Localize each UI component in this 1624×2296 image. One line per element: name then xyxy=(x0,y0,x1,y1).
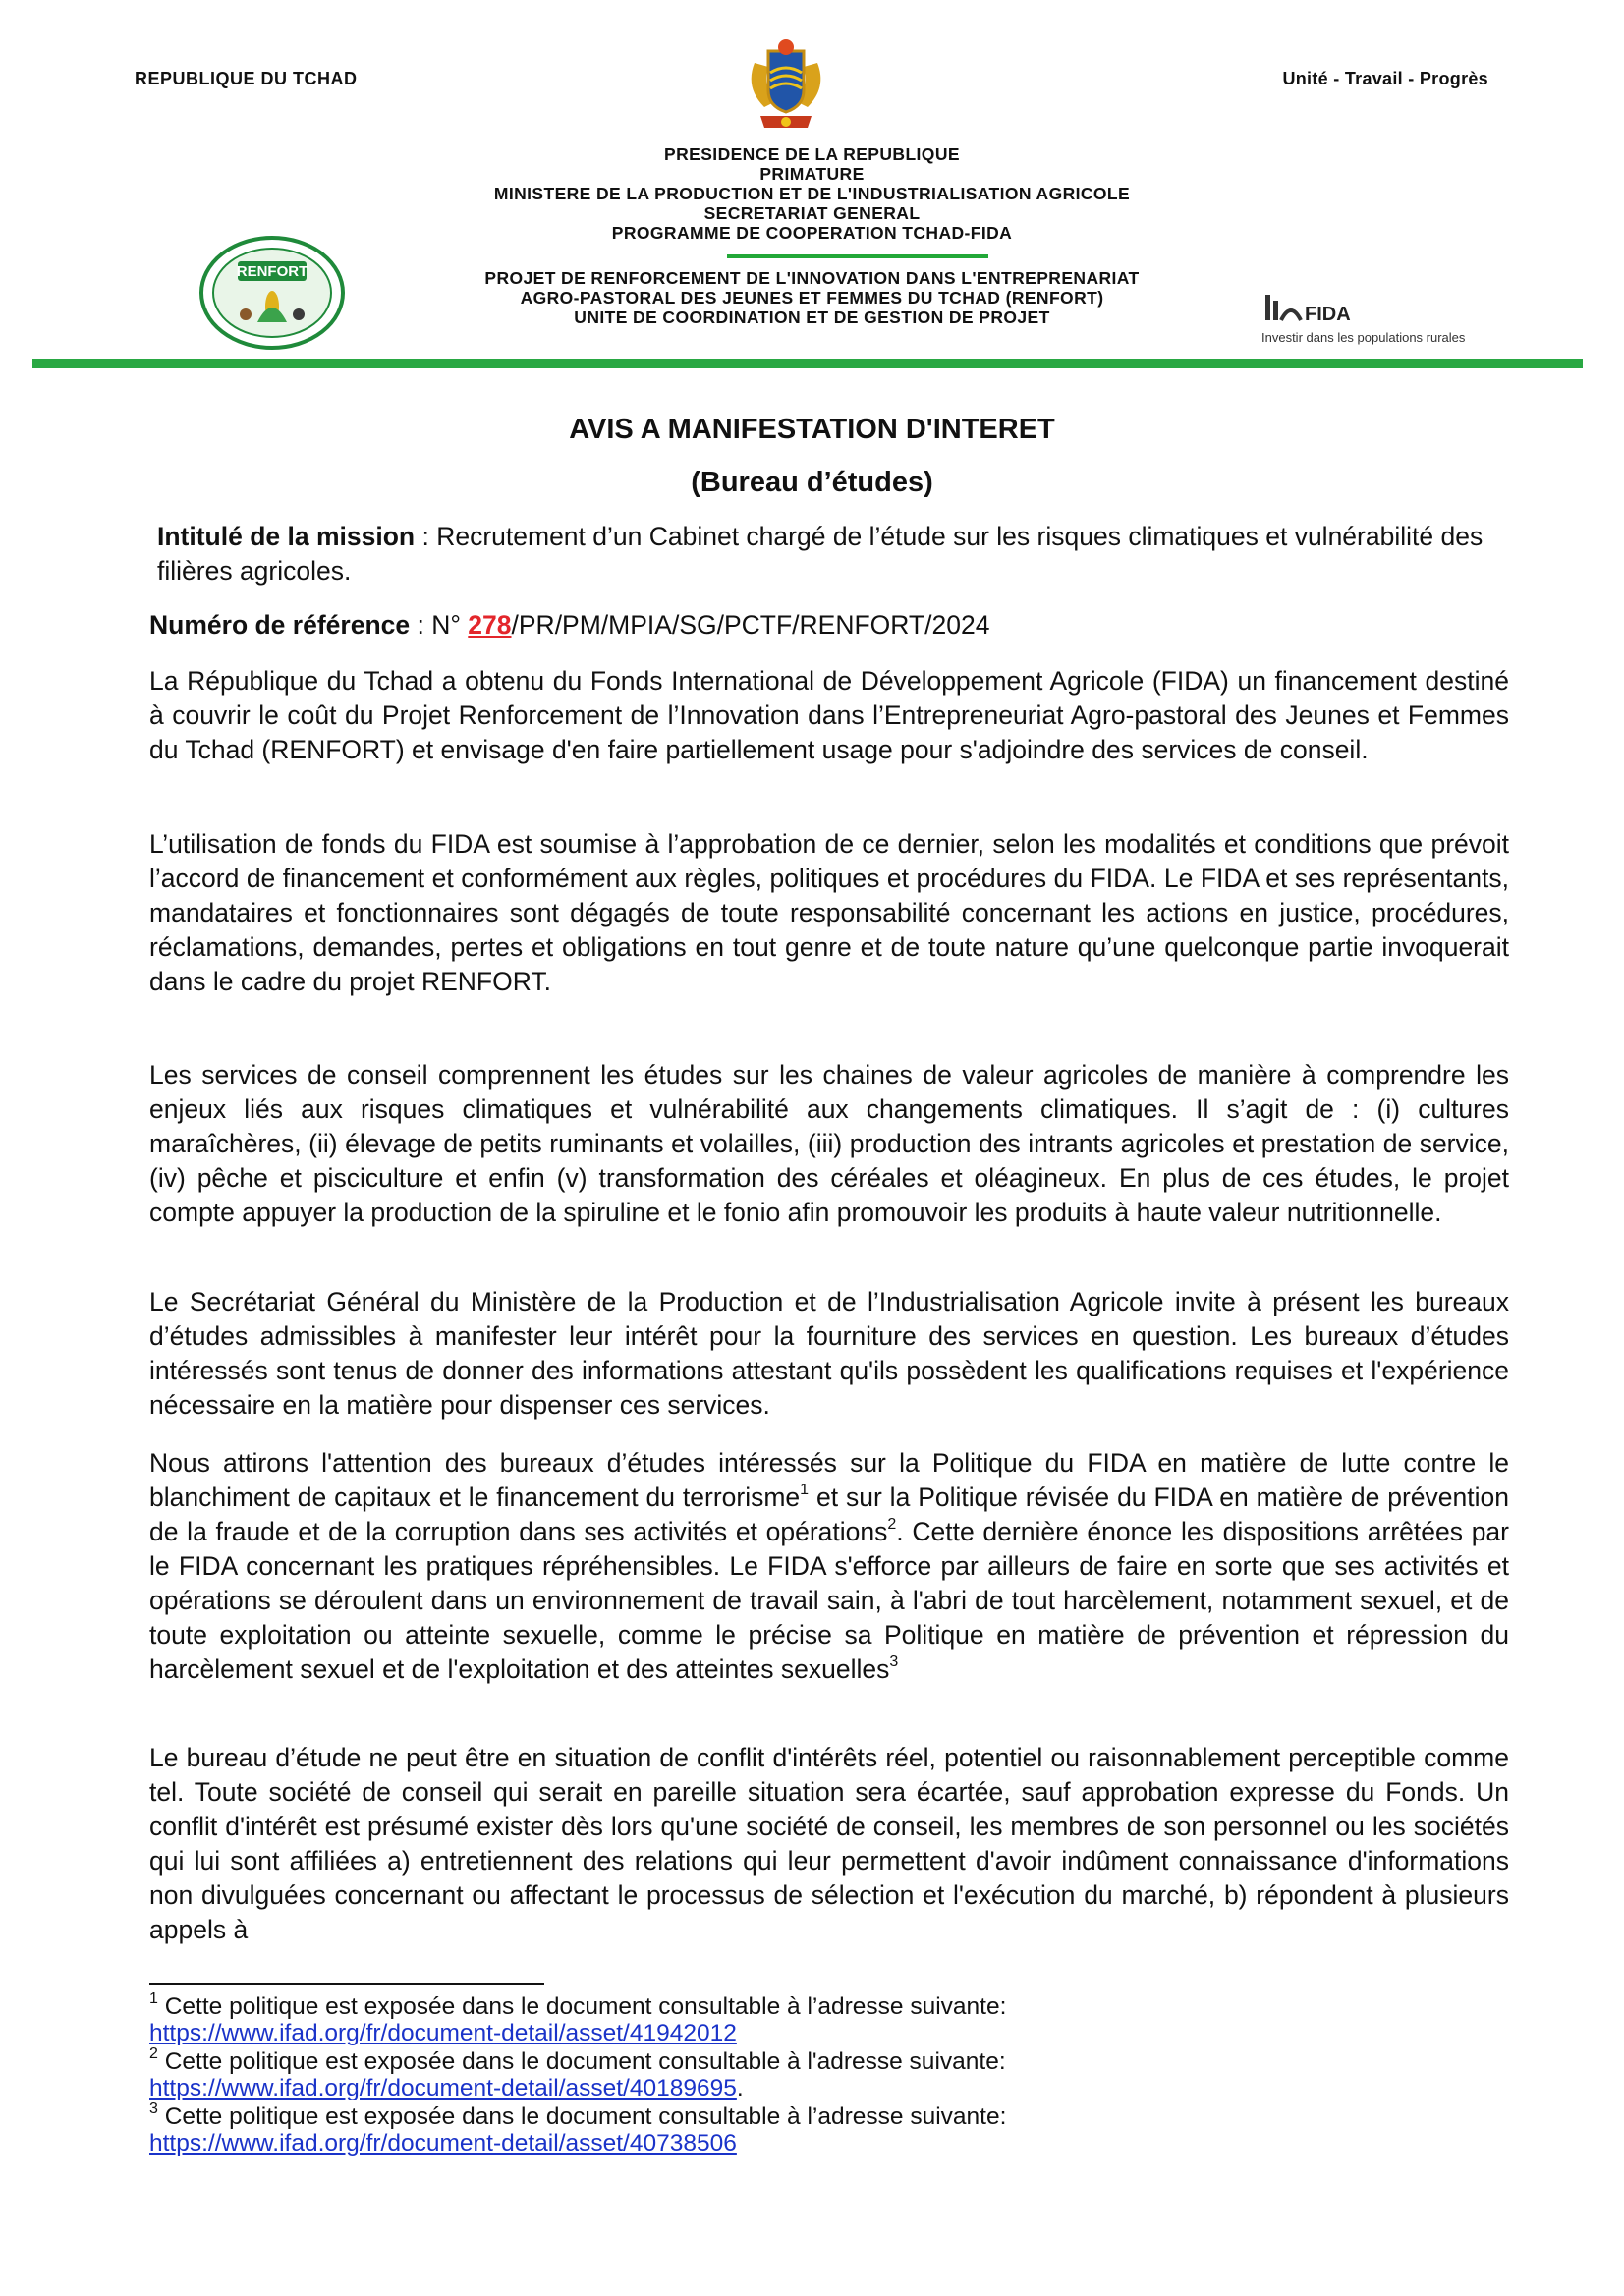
footnote-link[interactable]: https://www.ifad.org/fr/document-detail/asset/41942012 xyxy=(149,2020,737,2046)
paragraph-invitation: Le Secrétariat Général du Ministère de la Production et de l’Industrialisation Agricole invite à présent les bureaux d’études admissibles à manifester leur intérêt pour la fourniture des services en question. Les bureaux d’études intéressés sont tenus de donner des informations attestant qu'ils possèdent les qualifications requises et l'expérience nécessaire en la matière pour dispenser ces services. xyxy=(149,1287,1509,1420)
footnote-after: . xyxy=(736,2075,744,2101)
project-line: AGRO-PASTORAL DES JEUNES ET FEMMES DU TCHAD (RENFORT) xyxy=(520,288,1104,308)
header-line: PRIMATURE xyxy=(759,164,865,184)
policies-text-a: Nous attirons l'attention des bureaux d’études intéressés sur la Politique du FIDA en matière de lutte contre le blanchiment de capitaux et le financement du terrorisme xyxy=(149,1448,1509,1512)
document-subtitle: (Bureau d’études) xyxy=(691,467,933,498)
header-country: REPUBLIQUE DU TCHAD xyxy=(135,69,358,88)
footnote-ref-1: 1 xyxy=(800,1482,810,1499)
project-line: PROJET DE RENFORCEMENT DE L'INNOVATION DANS L'ENTREPRENARIAT xyxy=(484,268,1140,288)
policies-text-b: et sur la Politique révisée du FIDA en matière de prévention de la fraude et de la corruption dans ses activités et opérations xyxy=(149,1483,1509,1546)
footnote-ref-2: 2 xyxy=(887,1516,897,1534)
footnote-separator xyxy=(149,1983,544,1985)
paragraph-services: Les services de conseil comprennent les études sur les chaines de valeur agricoles de manière à comprendre les enjeux liés aux risques climatiques et vulnérabilité aux changements climatiques. Il s’agit de : (i) cultures maraîchères, (ii) élevage de petits ruminants et volailles, (iii) production des intrants agricoles et prestation de service, (iv) pêche et pisciculture et enfin (v) transformation des céréales et oléagineux. En plus de ces études, le projet compte appuyer la production de la spiruline et le fonio afin promouvoir les produits à haute valeur nutritionnelle. xyxy=(149,1060,1509,1227)
header-green-bar xyxy=(32,359,1583,368)
fida-tagline: Investir dans les populations rurales xyxy=(1261,330,1466,345)
fida-logo-text: FIDA xyxy=(1305,304,1351,325)
header-line: PRESIDENCE DE LA REPUBLIQUE xyxy=(664,144,960,164)
reference-suffix: /PR/PM/MPIA/SG/PCTF/RENFORT/2024 xyxy=(511,610,990,640)
header-line: SECRETARIAT GENERAL xyxy=(703,203,921,223)
coat-of-arms-emblem xyxy=(735,33,837,136)
header-divider xyxy=(727,254,988,258)
header-motto: Unité - Travail - Progrès xyxy=(1282,69,1488,88)
reference-line xyxy=(149,608,1509,643)
footnote-text: Cette politique est exposée dans le document consultable à l'adresse suivante: xyxy=(157,2048,1006,2075)
footnote-number: 2 xyxy=(149,2044,158,2062)
footnote-1 xyxy=(149,1989,1509,2046)
footnote-text: Cette politique est exposée dans le document consultable à l’adresse suivante: xyxy=(157,1993,1007,2020)
paragraph-policies xyxy=(149,1446,1509,1687)
policies-text-c: . Cette dernière énonce les dispositions arrêtées par le FIDA concernant les pratiques répréhensibles. Le FIDA s'efforce par ailleurs de faire en sorte que ses activités et opérations se déroulent dans un environnement de travail sain, à l'abri de tout harcèlement, notamment sexuel, et de toute exploitation ou atteinte sexuelle, comme le précise sa Politique en matière de prévention et répression du harcèlement sexuel et de l'exploitation et des atteintes sexuelles xyxy=(149,1517,1509,1684)
header-line: MINISTERE DE LA PRODUCTION ET DE L'INDUSTRIALISATION AGRICOLE xyxy=(493,184,1131,203)
mission-label: Intitulé de la mission xyxy=(157,522,416,551)
renfort-logo-text: RENFORT xyxy=(236,263,308,280)
footnote-2 xyxy=(149,2044,1509,2101)
header-line: PROGRAMME DE COOPERATION TCHAD-FIDA xyxy=(611,223,1013,243)
footnote-number: 3 xyxy=(149,2100,158,2117)
reference-prefix: : N° xyxy=(410,610,469,640)
document-title: AVIS A MANIFESTATION D'INTERET xyxy=(569,414,1055,445)
footnote-ref-3: 3 xyxy=(889,1653,899,1671)
paragraph-fund-usage: L’utilisation de fonds du FIDA est soumise à l’approbation de ce dernier, selon les modalités et conditions que prévoit l’accord de financement et conformément aux règles, politiques et procédures du FIDA. Le FIDA et ses représentants, mandataires et fonctionnaires sont dégagés de toute responsabilité concernant les actions en justice, procédures, réclamations, demandes, pertes et obligations en tout genre et de toute nature qu’une quelconque partie invoquerait dans le cadre du projet RENFORT. xyxy=(149,829,1509,996)
fida-logo xyxy=(1261,287,1497,352)
reference-number: 278 xyxy=(468,610,512,640)
project-line: UNITE DE COORDINATION ET DE GESTION DE PROJET xyxy=(574,308,1050,327)
mission-sep: : xyxy=(415,522,437,551)
footnote-number: 1 xyxy=(149,1989,158,2007)
footnote-link[interactable]: https://www.ifad.org/fr/document-detail/asset/40738506 xyxy=(149,2130,737,2156)
mission-line xyxy=(157,520,1517,588)
mission-text: Recrutement d’un Cabinet chargé de l’étude sur les risques climatiques et vulnérabilité des filières agricoles. xyxy=(157,522,1484,586)
reference-label: Numéro de référence xyxy=(149,610,411,640)
paragraph-conflict: Le bureau d’étude ne peut être en situation de conflit d'intérêts réel, potentiel ou raisonnablement perceptible comme tel. Toute société de conseil qui serait en pareille situation sera écartée, sauf approbation expresse du Fonds. Un conflit d'intérêt est présumé exister dès lors qu'une société de conseil, les membres de son personnel ou les sociétés qui lui sont affiliées a) entretiennent des relations qui leur permettent d'avoir indûment connaissance d'informations non divulguées concernant ou affectant le processus de sélection et l'exécution du marché, b) répondent à plusieurs appels à xyxy=(149,1743,1509,1944)
footnote-3 xyxy=(149,2100,1509,2156)
paragraph-funding: La République du Tchad a obtenu du Fonds International de Développement Agricole (FIDA) un financement destiné à couvrir le coût du Projet Renforcement de l’Innovation dans l’Entrepreneuriat Agro-pastoral des Jeunes et Femmes du Tchad (RENFORT) et envisage d'en faire partiellement usage pour s'adjoindre des services de conseil. xyxy=(149,666,1509,764)
footnote-link[interactable]: https://www.ifad.org/fr/document-detail/asset/40189695 xyxy=(149,2075,737,2101)
header-institutions xyxy=(0,144,1624,243)
footnote-text: Cette politique est exposée dans le document consultable à l’adresse suivante: xyxy=(157,2103,1007,2130)
